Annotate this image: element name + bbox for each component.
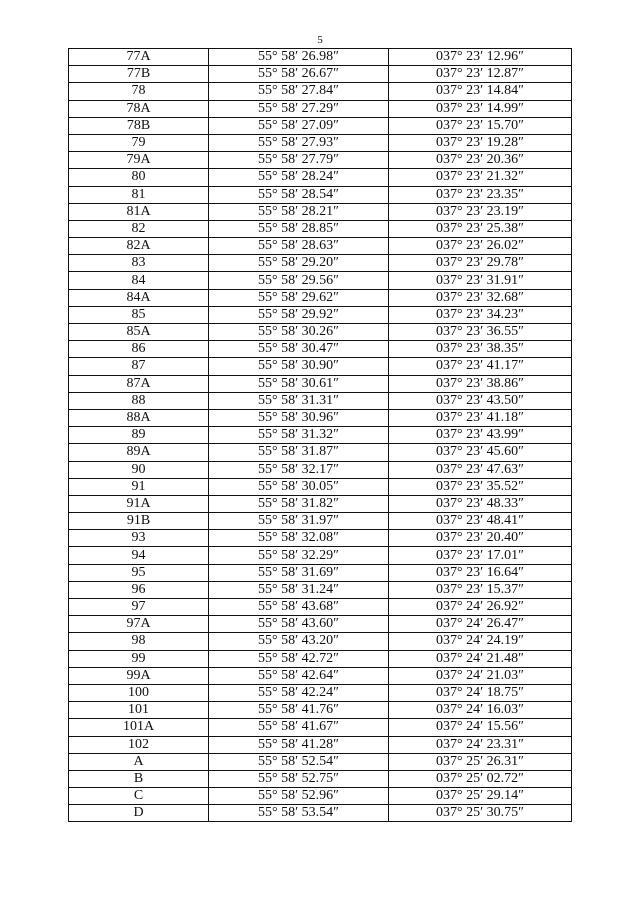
point-id-cell: 81A bbox=[69, 203, 209, 220]
longitude-cell: 037° 25′ 29.14″ bbox=[389, 788, 572, 805]
table-row bbox=[69, 375, 572, 392]
longitude-cell: 037° 23′ 41.18″ bbox=[389, 409, 572, 426]
latitude-cell: 55° 58′ 31.87″ bbox=[209, 444, 389, 461]
table-row bbox=[69, 616, 572, 633]
table-row bbox=[69, 341, 572, 358]
latitude-cell: 55° 58′ 26.67″ bbox=[209, 66, 389, 83]
point-id-cell: 81 bbox=[69, 186, 209, 203]
longitude-cell: 037° 23′ 17.01″ bbox=[389, 547, 572, 564]
longitude-cell: 037° 23′ 12.96″ bbox=[389, 49, 572, 66]
table-row bbox=[69, 427, 572, 444]
longitude-cell: 037° 23′ 16.64″ bbox=[389, 564, 572, 581]
point-id-cell: 80 bbox=[69, 169, 209, 186]
point-id-cell: 99A bbox=[69, 667, 209, 684]
longitude-cell: 037° 23′ 48.33″ bbox=[389, 495, 572, 512]
point-id-cell: 89 bbox=[69, 427, 209, 444]
latitude-cell: 55° 58′ 31.69″ bbox=[209, 564, 389, 581]
latitude-cell: 55° 58′ 30.05″ bbox=[209, 478, 389, 495]
point-id-cell: A bbox=[69, 753, 209, 770]
point-id-cell: 85A bbox=[69, 324, 209, 341]
longitude-cell: 037° 24′ 21.03″ bbox=[389, 667, 572, 684]
point-id-cell: 101A bbox=[69, 719, 209, 736]
latitude-cell: 55° 58′ 41.28″ bbox=[209, 736, 389, 753]
point-id-cell: 97A bbox=[69, 616, 209, 633]
latitude-cell: 55° 58′ 32.17″ bbox=[209, 461, 389, 478]
table-row bbox=[69, 736, 572, 753]
table-row bbox=[69, 702, 572, 719]
latitude-cell: 55° 58′ 29.56″ bbox=[209, 272, 389, 289]
longitude-cell: 037° 23′ 23.19″ bbox=[389, 203, 572, 220]
longitude-cell: 037° 23′ 31.91″ bbox=[389, 272, 572, 289]
longitude-cell: 037° 23′ 19.28″ bbox=[389, 134, 572, 151]
longitude-cell: 037° 23′ 23.35″ bbox=[389, 186, 572, 203]
latitude-cell: 55° 58′ 31.32″ bbox=[209, 427, 389, 444]
point-id-cell: 77A bbox=[69, 49, 209, 66]
point-id-cell: 78B bbox=[69, 117, 209, 134]
table-row bbox=[69, 530, 572, 547]
coordinates-table-body bbox=[69, 49, 572, 822]
table-row bbox=[69, 66, 572, 83]
table-row bbox=[69, 409, 572, 426]
latitude-cell: 55° 58′ 42.72″ bbox=[209, 650, 389, 667]
latitude-cell: 55° 58′ 52.75″ bbox=[209, 770, 389, 787]
table-row bbox=[69, 289, 572, 306]
point-id-cell: 87A bbox=[69, 375, 209, 392]
latitude-cell: 55° 58′ 29.92″ bbox=[209, 306, 389, 323]
point-id-cell: 82 bbox=[69, 220, 209, 237]
table-row bbox=[69, 581, 572, 598]
table-row bbox=[69, 100, 572, 117]
point-id-cell: 93 bbox=[69, 530, 209, 547]
longitude-cell: 037° 23′ 15.37″ bbox=[389, 581, 572, 598]
longitude-cell: 037° 23′ 20.40″ bbox=[389, 530, 572, 547]
longitude-cell: 037° 23′ 21.32″ bbox=[389, 169, 572, 186]
longitude-cell: 037° 23′ 41.17″ bbox=[389, 358, 572, 375]
table-row bbox=[69, 753, 572, 770]
table-row bbox=[69, 461, 572, 478]
point-id-cell: 94 bbox=[69, 547, 209, 564]
latitude-cell: 55° 58′ 30.61″ bbox=[209, 375, 389, 392]
longitude-cell: 037° 23′ 29.78″ bbox=[389, 255, 572, 272]
table-row bbox=[69, 203, 572, 220]
table-row bbox=[69, 358, 572, 375]
latitude-cell: 55° 58′ 30.96″ bbox=[209, 409, 389, 426]
latitude-cell: 55° 58′ 43.60″ bbox=[209, 616, 389, 633]
longitude-cell: 037° 23′ 43.99″ bbox=[389, 427, 572, 444]
table-row bbox=[69, 719, 572, 736]
point-id-cell: 102 bbox=[69, 736, 209, 753]
point-id-cell: 78 bbox=[69, 83, 209, 100]
point-id-cell: 91 bbox=[69, 478, 209, 495]
table-row bbox=[69, 255, 572, 272]
latitude-cell: 55° 58′ 31.97″ bbox=[209, 513, 389, 530]
latitude-cell: 55° 58′ 53.54″ bbox=[209, 805, 389, 822]
point-id-cell: 83 bbox=[69, 255, 209, 272]
latitude-cell: 55° 58′ 32.08″ bbox=[209, 530, 389, 547]
latitude-cell: 55° 58′ 42.24″ bbox=[209, 684, 389, 701]
longitude-cell: 037° 24′ 23.31″ bbox=[389, 736, 572, 753]
longitude-cell: 037° 23′ 48.41″ bbox=[389, 513, 572, 530]
latitude-cell: 55° 58′ 27.93″ bbox=[209, 134, 389, 151]
table-row bbox=[69, 324, 572, 341]
longitude-cell: 037° 23′ 26.02″ bbox=[389, 238, 572, 255]
latitude-cell: 55° 58′ 31.82″ bbox=[209, 495, 389, 512]
point-id-cell: 78A bbox=[69, 100, 209, 117]
longitude-cell: 037° 23′ 34.23″ bbox=[389, 306, 572, 323]
point-id-cell: 84A bbox=[69, 289, 209, 306]
table-row bbox=[69, 667, 572, 684]
latitude-cell: 55° 58′ 28.24″ bbox=[209, 169, 389, 186]
point-id-cell: 86 bbox=[69, 341, 209, 358]
point-id-cell: 84 bbox=[69, 272, 209, 289]
point-id-cell: 101 bbox=[69, 702, 209, 719]
coordinates-table bbox=[68, 48, 572, 822]
longitude-cell: 037° 24′ 16.03″ bbox=[389, 702, 572, 719]
table-row bbox=[69, 152, 572, 169]
point-id-cell: 77B bbox=[69, 66, 209, 83]
point-id-cell: 85 bbox=[69, 306, 209, 323]
table-row bbox=[69, 770, 572, 787]
latitude-cell: 55° 58′ 28.85″ bbox=[209, 220, 389, 237]
table-row bbox=[69, 684, 572, 701]
point-id-cell: C bbox=[69, 788, 209, 805]
longitude-cell: 037° 24′ 26.92″ bbox=[389, 599, 572, 616]
point-id-cell: 88A bbox=[69, 409, 209, 426]
longitude-cell: 037° 23′ 15.70″ bbox=[389, 117, 572, 134]
longitude-cell: 037° 23′ 25.38″ bbox=[389, 220, 572, 237]
longitude-cell: 037° 23′ 14.84″ bbox=[389, 83, 572, 100]
latitude-cell: 55° 58′ 52.96″ bbox=[209, 788, 389, 805]
table-row bbox=[69, 186, 572, 203]
latitude-cell: 55° 58′ 32.29″ bbox=[209, 547, 389, 564]
page-number: 5 bbox=[317, 34, 323, 46]
table-row bbox=[69, 83, 572, 100]
latitude-cell: 55° 58′ 26.98″ bbox=[209, 49, 389, 66]
point-id-cell: 87 bbox=[69, 358, 209, 375]
table-row bbox=[69, 238, 572, 255]
longitude-cell: 037° 23′ 38.86″ bbox=[389, 375, 572, 392]
latitude-cell: 55° 58′ 31.24″ bbox=[209, 581, 389, 598]
point-id-cell: 88 bbox=[69, 392, 209, 409]
latitude-cell: 55° 58′ 28.63″ bbox=[209, 238, 389, 255]
longitude-cell: 037° 24′ 21.48″ bbox=[389, 650, 572, 667]
longitude-cell: 037° 24′ 26.47″ bbox=[389, 616, 572, 633]
latitude-cell: 55° 58′ 29.20″ bbox=[209, 255, 389, 272]
longitude-cell: 037° 24′ 18.75″ bbox=[389, 684, 572, 701]
point-id-cell: 99 bbox=[69, 650, 209, 667]
latitude-cell: 55° 58′ 30.26″ bbox=[209, 324, 389, 341]
table-row bbox=[69, 495, 572, 512]
longitude-cell: 037° 23′ 35.52″ bbox=[389, 478, 572, 495]
longitude-cell: 037° 23′ 32.68″ bbox=[389, 289, 572, 306]
longitude-cell: 037° 23′ 45.60″ bbox=[389, 444, 572, 461]
point-id-cell: 96 bbox=[69, 581, 209, 598]
table-row bbox=[69, 272, 572, 289]
table-row bbox=[69, 547, 572, 564]
longitude-cell: 037° 24′ 24.19″ bbox=[389, 633, 572, 650]
latitude-cell: 55° 58′ 52.54″ bbox=[209, 753, 389, 770]
point-id-cell: D bbox=[69, 805, 209, 822]
table-row bbox=[69, 599, 572, 616]
longitude-cell: 037° 24′ 15.56″ bbox=[389, 719, 572, 736]
latitude-cell: 55° 58′ 30.47″ bbox=[209, 341, 389, 358]
table-row bbox=[69, 513, 572, 530]
longitude-cell: 037° 23′ 36.55″ bbox=[389, 324, 572, 341]
point-id-cell: 79A bbox=[69, 152, 209, 169]
latitude-cell: 55° 58′ 41.67″ bbox=[209, 719, 389, 736]
table-row bbox=[69, 788, 572, 805]
latitude-cell: 55° 58′ 42.64″ bbox=[209, 667, 389, 684]
table-row bbox=[69, 306, 572, 323]
table-row bbox=[69, 392, 572, 409]
point-id-cell: 89A bbox=[69, 444, 209, 461]
latitude-cell: 55° 58′ 27.29″ bbox=[209, 100, 389, 117]
latitude-cell: 55° 58′ 29.62″ bbox=[209, 289, 389, 306]
longitude-cell: 037° 23′ 20.36″ bbox=[389, 152, 572, 169]
table-row bbox=[69, 49, 572, 66]
latitude-cell: 55° 58′ 28.21″ bbox=[209, 203, 389, 220]
longitude-cell: 037° 23′ 47.63″ bbox=[389, 461, 572, 478]
table-row bbox=[69, 134, 572, 151]
latitude-cell: 55° 58′ 41.76″ bbox=[209, 702, 389, 719]
longitude-cell: 037° 23′ 38.35″ bbox=[389, 341, 572, 358]
point-id-cell: 79 bbox=[69, 134, 209, 151]
latitude-cell: 55° 58′ 43.68″ bbox=[209, 599, 389, 616]
point-id-cell: 91B bbox=[69, 513, 209, 530]
table-row bbox=[69, 564, 572, 581]
latitude-cell: 55° 58′ 30.90″ bbox=[209, 358, 389, 375]
longitude-cell: 037° 23′ 14.99″ bbox=[389, 100, 572, 117]
point-id-cell: 90 bbox=[69, 461, 209, 478]
table-row bbox=[69, 805, 572, 822]
latitude-cell: 55° 58′ 31.31″ bbox=[209, 392, 389, 409]
table-row bbox=[69, 220, 572, 237]
table-row bbox=[69, 650, 572, 667]
latitude-cell: 55° 58′ 27.84″ bbox=[209, 83, 389, 100]
point-id-cell: 95 bbox=[69, 564, 209, 581]
point-id-cell: 100 bbox=[69, 684, 209, 701]
table-row bbox=[69, 478, 572, 495]
table-row bbox=[69, 444, 572, 461]
latitude-cell: 55° 58′ 28.54″ bbox=[209, 186, 389, 203]
longitude-cell: 037° 23′ 43.50″ bbox=[389, 392, 572, 409]
longitude-cell: 037° 25′ 30.75″ bbox=[389, 805, 572, 822]
point-id-cell: 98 bbox=[69, 633, 209, 650]
point-id-cell: B bbox=[69, 770, 209, 787]
table-row bbox=[69, 117, 572, 134]
longitude-cell: 037° 23′ 12.87″ bbox=[389, 66, 572, 83]
point-id-cell: 91A bbox=[69, 495, 209, 512]
point-id-cell: 97 bbox=[69, 599, 209, 616]
latitude-cell: 55° 58′ 27.79″ bbox=[209, 152, 389, 169]
longitude-cell: 037° 25′ 02.72″ bbox=[389, 770, 572, 787]
longitude-cell: 037° 25′ 26.31″ bbox=[389, 753, 572, 770]
table-row bbox=[69, 633, 572, 650]
latitude-cell: 55° 58′ 27.09″ bbox=[209, 117, 389, 134]
latitude-cell: 55° 58′ 43.20″ bbox=[209, 633, 389, 650]
point-id-cell: 82A bbox=[69, 238, 209, 255]
table-row bbox=[69, 169, 572, 186]
